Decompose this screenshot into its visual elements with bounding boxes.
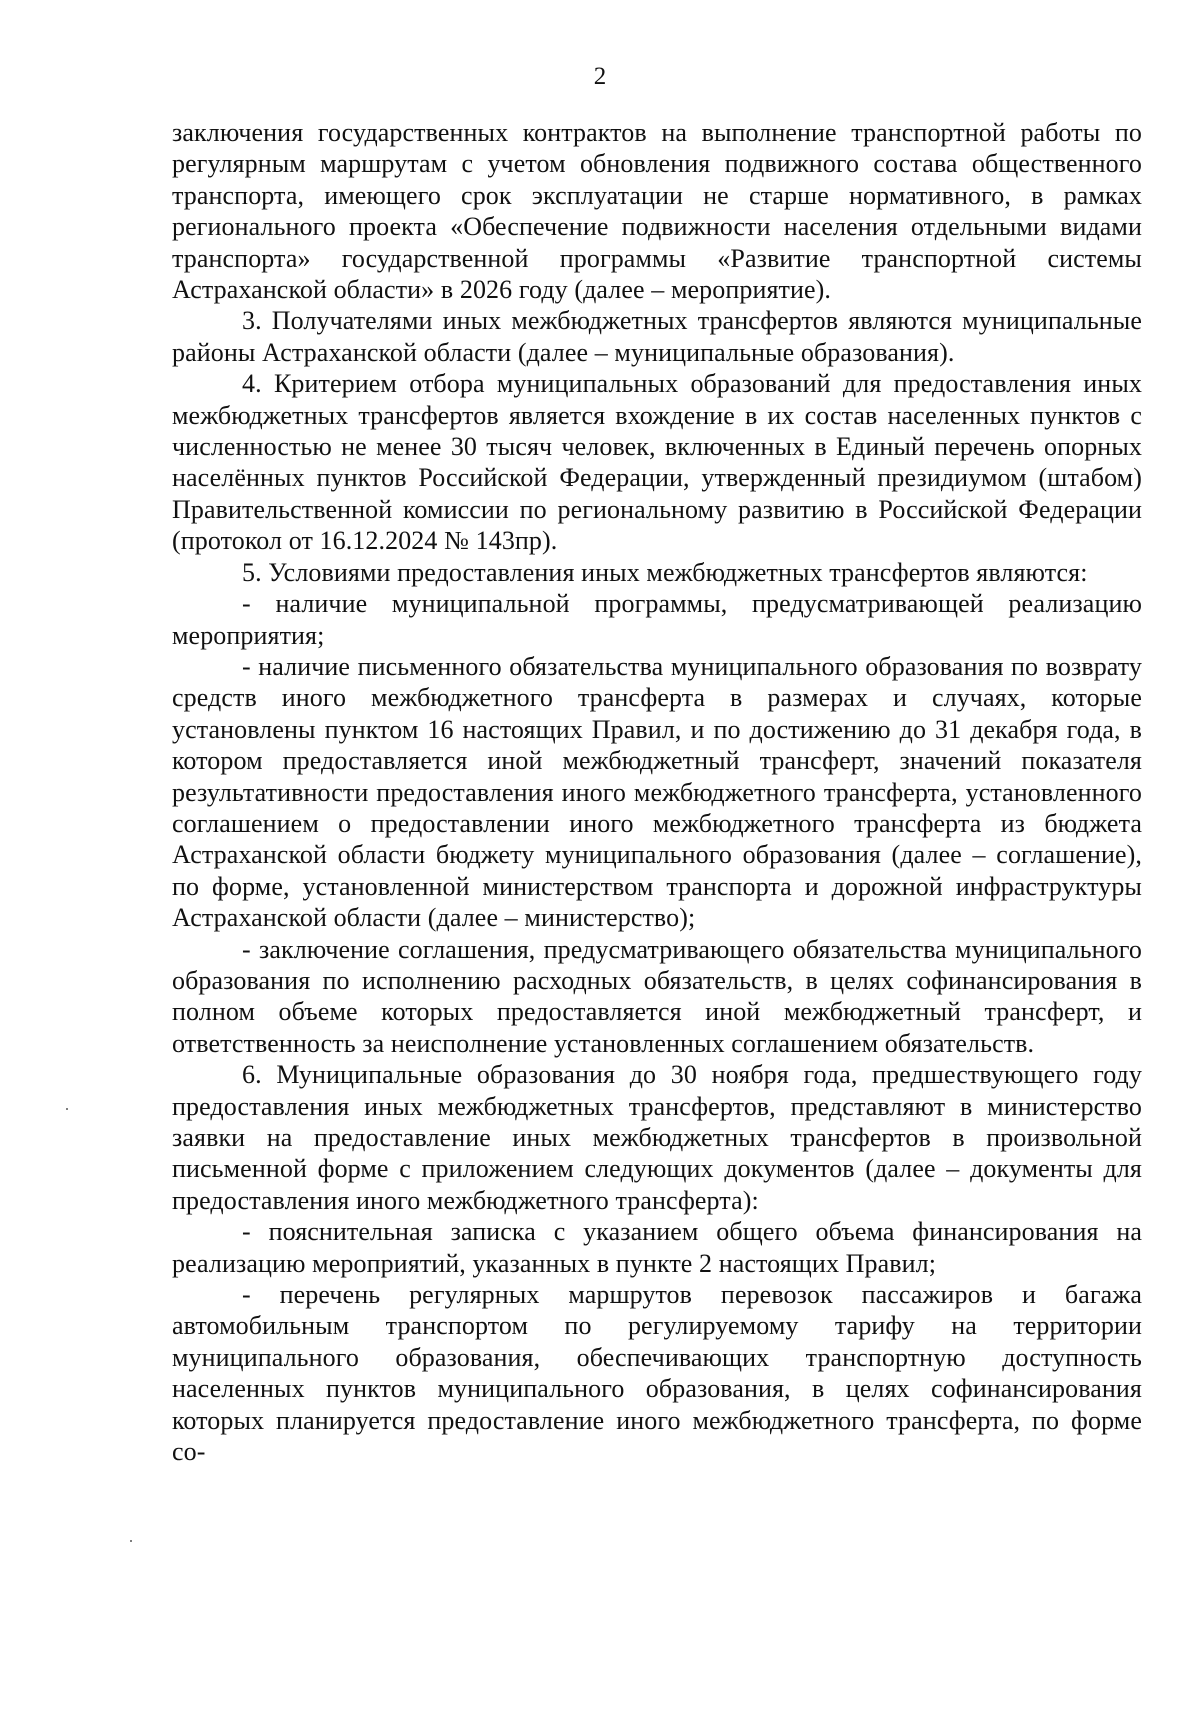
document-body xyxy=(172,117,1142,1467)
condition-item-program: - наличие муниципальной программы, предусматривающей реализацию мероприятия; xyxy=(172,589,1142,650)
paragraph-continuation: заключения государственных контрактов на выполнение транспортной работы по регулярным маршрутам с учетом обновления подвижного состава общественного транспорта, имеющего срок эксплуатации не старше нормативного, в рамках регионального проекта «Обеспечение подвижности населения отдельными видами транспорта» государственной программы «Развитие транспортной системы Астраханской области» в 2026 году (далее – мероприятие). xyxy=(172,118,1142,305)
condition-item-written-obligation: - наличие письменного обязательства муниципального образования по возврату средств иного межбюджетного трансферта в размерах и случаях, которые установлены пунктом 16 настоящих Правил, и по достижению до 31 декабря года, в котором предоставляется иной межбюджетный трансферт, значений показателя результативности предоставления иного межбюджетного трансферта, установленного соглашением о предоставлении иного межбюджетного трансферта из бюджета Астраханской области бюджету муниципального образования (далее – соглашение), по форме, установленной министерством транспорта и дорожной инфраструктуры Астраханской области (далее – министерство); xyxy=(172,651,1142,933)
document-item-explanatory-note: - пояснительная записка с указанием общего объема финансирования на реализацию мероприятий, указанных в пункте 2 настоящих Правил; xyxy=(172,1217,1142,1278)
document-item-route-list: - перечень регулярных маршрутов перевозок пассажиров и багажа автомобильным транспортом по регулируемому тарифу на территории муниципального образования, обеспечивающих транспортную доступность населенных пунктов муниципального образования, в целях софинансирования которых планируется предоставление иного межбюджетного трансферта, по форме со- xyxy=(172,1280,1142,1467)
page-number: 2 xyxy=(593,63,607,90)
scan-speck xyxy=(130,1540,132,1542)
condition-item-agreement: - заключение соглашения, предусматривающего обязательства муниципального образования по исполнению расходных обязательств, в целях софинансирования в полном объеме которых предоставляется иной межбюджетный трансферт, и ответственность за неисполнение установленных соглашением обязательств. xyxy=(172,934,1142,1058)
paragraph-6-applications: 6. Муниципальные образования до 30 ноября года, предшествующего году предоставления иных межбюджетных трансфертов, представляют в министерство заявки на предоставление иных межбюджетных трансфертов в произвольной письменной форме с приложением следующих документов (далее – документы для предоставления иного межбюджетного трансферта): xyxy=(172,1060,1142,1215)
paragraph-5-conditions: 5. Условиями предоставления иных межбюджетных трансфертов являются: xyxy=(242,557,1088,587)
paragraph-3-recipients: 3. Получателями иных межбюджетных трансфертов являются муниципальные районы Астраханской области (далее – муниципальные образования). xyxy=(172,306,1142,367)
scan-speck xyxy=(66,1108,68,1110)
paragraph-4-selection-criterion: 4. Критерием отбора муниципальных образований для предоставления иных межбюджетных трансфертов является вхождение в их состав населенных пунктов с численностью не менее 30 тысяч человек, включенных в Единый перечень опорных населённых пунктов Российской Федерации, утвержденный президиумом (штабом) Правительственной комиссии по региональному развитию в Российской Федерации (протокол от 16.12.2024 № 143пр). xyxy=(172,369,1142,556)
